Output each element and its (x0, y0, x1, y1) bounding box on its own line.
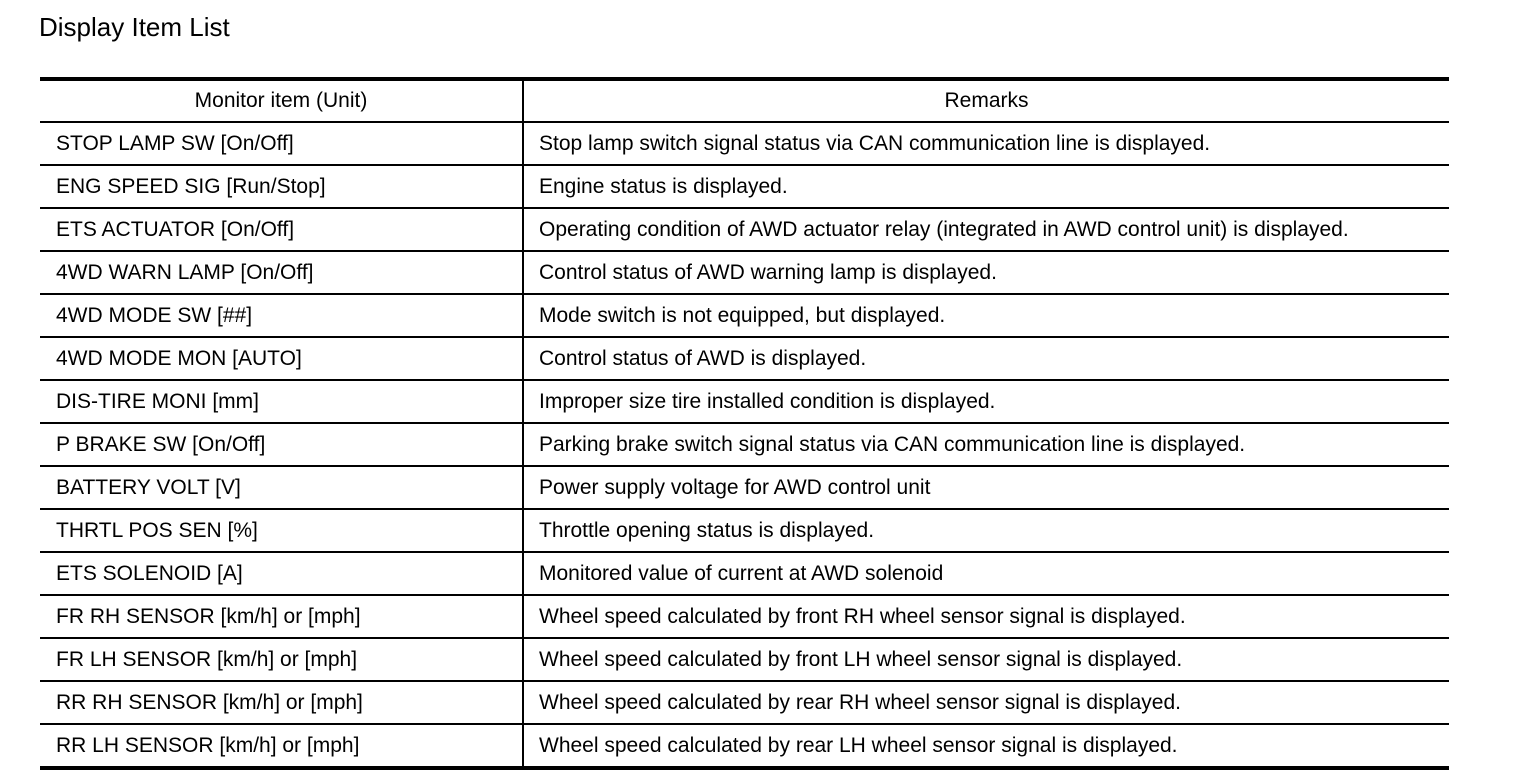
monitor-item-cell: THRTL POS SEN [%] (40, 509, 523, 552)
remarks-cell: Stop lamp switch signal status via CAN communication line is displayed. (523, 122, 1449, 165)
monitor-item-cell: FR RH SENSOR [km/h] or [mph] (40, 595, 523, 638)
table-row (40, 466, 1449, 509)
monitor-item-cell: 4WD MODE SW [##] (40, 294, 523, 337)
remarks-cell: Engine status is displayed. (523, 165, 1449, 208)
table-row (40, 165, 1449, 208)
column-header-monitor-item: Monitor item (Unit) (40, 79, 523, 122)
remarks-cell: Wheel speed calculated by rear RH wheel sensor signal is displayed. (523, 681, 1449, 724)
monitor-item-cell: RR LH SENSOR [km/h] or [mph] (40, 724, 523, 768)
table-row (40, 681, 1449, 724)
monitor-item-cell: 4WD WARN LAMP [On/Off] (40, 251, 523, 294)
remarks-cell: Wheel speed calculated by rear LH wheel sensor signal is displayed. (539, 733, 1178, 757)
remarks-cell: Operating condition of AWD actuator relay (integrated in AWD control unit) is displayed. (523, 208, 1449, 251)
remarks-cell: Wheel speed calculated by front RH wheel sensor signal is displayed. (523, 595, 1449, 638)
remarks-cell: Parking brake switch signal status via CAN communication line is displayed. (523, 423, 1449, 466)
remarks-cell: Control status of AWD warning lamp is displayed. (523, 251, 1449, 294)
remarks-cell: Control status of AWD is displayed. (523, 337, 1449, 380)
remarks-cell: Power supply voltage for AWD control unit (523, 466, 1449, 509)
monitor-item-cell: DIS-TIRE MONI [mm] (40, 380, 523, 423)
remarks-cell: Throttle opening status is displayed. (523, 509, 1449, 552)
display-item-table (40, 77, 1449, 770)
remarks-cell: Mode switch is not equipped, but displayed. (523, 294, 1449, 337)
monitor-item-cell: ETS SOLENOID [A] (40, 552, 523, 595)
table-row (40, 423, 1449, 466)
table-row (40, 294, 1449, 337)
table-row (40, 251, 1449, 294)
remarks-cell: Wheel speed calculated by front LH wheel sensor signal is displayed. (523, 638, 1449, 681)
page-title: Display Item List (39, 12, 230, 42)
monitor-item-cell: ETS ACTUATOR [On/Off] (40, 208, 523, 251)
monitor-item-cell: ENG SPEED SIG [Run/Stop] (40, 165, 523, 208)
column-header-remarks: Remarks (523, 79, 1449, 122)
table-row (40, 638, 1449, 681)
monitor-item-cell: STOP LAMP SW [On/Off] (40, 122, 523, 165)
remarks-cell: Improper size tire installed condition is displayed. (523, 380, 1449, 423)
table-row (40, 380, 1449, 423)
table-row (40, 552, 1449, 595)
monitor-item-cell: 4WD MODE MON [AUTO] (40, 337, 523, 380)
table-row (40, 208, 1449, 251)
monitor-item-cell: BATTERY VOLT [V] (40, 466, 523, 509)
monitor-item-cell: FR LH SENSOR [km/h] or [mph] (40, 638, 523, 681)
table-header-row (40, 79, 1449, 122)
monitor-item-cell: RR RH SENSOR [km/h] or [mph] (40, 681, 523, 724)
table-row (40, 337, 1449, 380)
table-row (40, 122, 1449, 165)
table-row (40, 595, 1449, 638)
monitor-item-cell: P BRAKE SW [On/Off] (40, 423, 523, 466)
table-row (40, 509, 1449, 552)
remarks-cell: Monitored value of current at AWD solenoid (523, 552, 1449, 595)
table-row (40, 724, 1449, 768)
